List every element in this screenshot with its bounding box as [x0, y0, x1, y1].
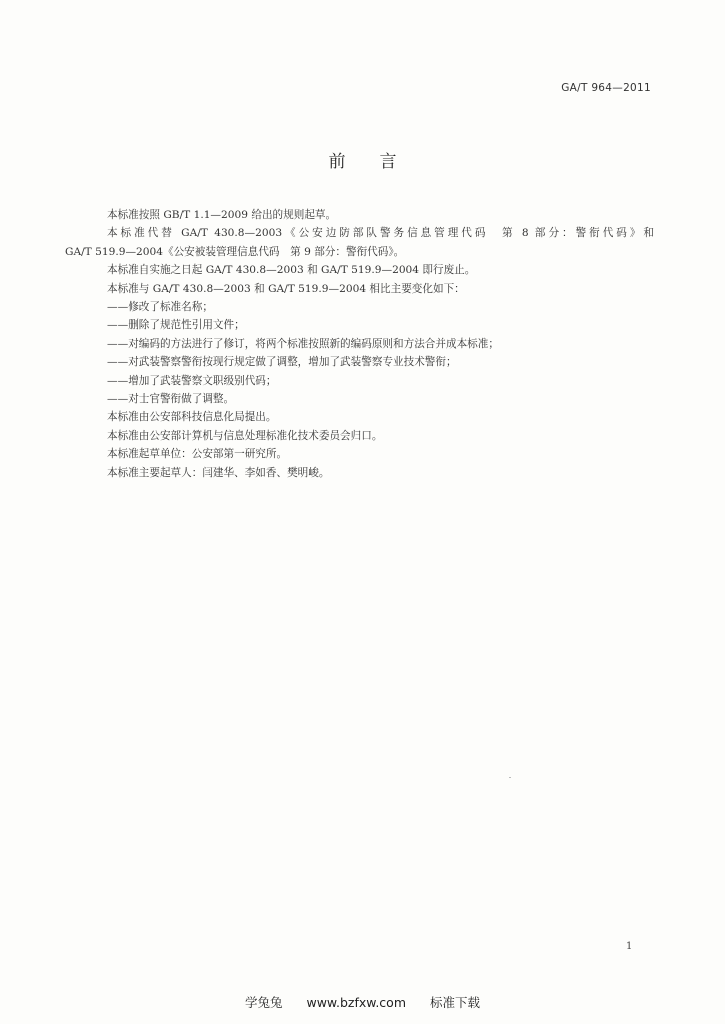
change-item: ——对武装警察警衔按现行规定做了调整，增加了武装警察专业技术警衔； [107, 356, 457, 369]
paragraph-replaces-continued: GA/T 519.9—2004《公安被装管理信息代码 第 9 部分：警衔代码》。 [65, 245, 405, 258]
footer-url-link[interactable]: www.bzfxw.com [306, 995, 407, 1010]
standard-code: GA/T 964—2011 [561, 82, 651, 94]
change-item: ——对士官警衔做了调整。 [107, 393, 235, 406]
page-title: 前言 [328, 152, 431, 172]
paragraph-drafting-rule: 本标准按照 GB/T 1.1—2009 给出的规则起草。 [107, 209, 337, 221]
footer-site-name: 学兔兔 [244, 995, 283, 1010]
paragraph-drafters: 本标准主要起草人：闫建华、李如香、樊明峻。 [107, 466, 330, 479]
page-number: 1 [626, 941, 633, 952]
paragraph-drafting-unit: 本标准起草单位：公安部第一研究所。 [107, 448, 288, 461]
paragraph-abolished: 本标准自实施之日起 GA/T 430.8—2003 和 GA/T 519.9—2004 即行废止。 [107, 264, 476, 277]
change-item: ——对编码的方法进行了修订，将两个标准按照新的编码原则和方法合并成本标准； [107, 337, 499, 350]
paragraph-replaces: 本标准代替 GA/T 430.8—2003《公安边防部队警务信息管理代码 第 8 部分：警衔代码》和 [107, 227, 654, 240]
change-item: ——增加了武装警察文职级别代码； [107, 374, 277, 387]
paragraph-changes-intro: 本标准与 GA/T 430.8—2003 和 GA/T 519.9—2004 相比主要变化如下： [107, 282, 465, 295]
paragraph-administered-by: 本标准由公安部计算机与信息处理标准化技术委员会归口。 [107, 429, 383, 442]
footer-slogan: 标准下载 [430, 995, 481, 1010]
change-item: ——删除了规范性引用文件； [107, 319, 245, 332]
document-body [65, 206, 654, 482]
change-item: ——修改了标准名称； [107, 301, 213, 314]
scan-speck [509, 777, 511, 778]
paragraph-proposed-by: 本标准由公安部科技信息化局提出。 [107, 411, 277, 424]
footer-watermark [0, 993, 725, 1011]
